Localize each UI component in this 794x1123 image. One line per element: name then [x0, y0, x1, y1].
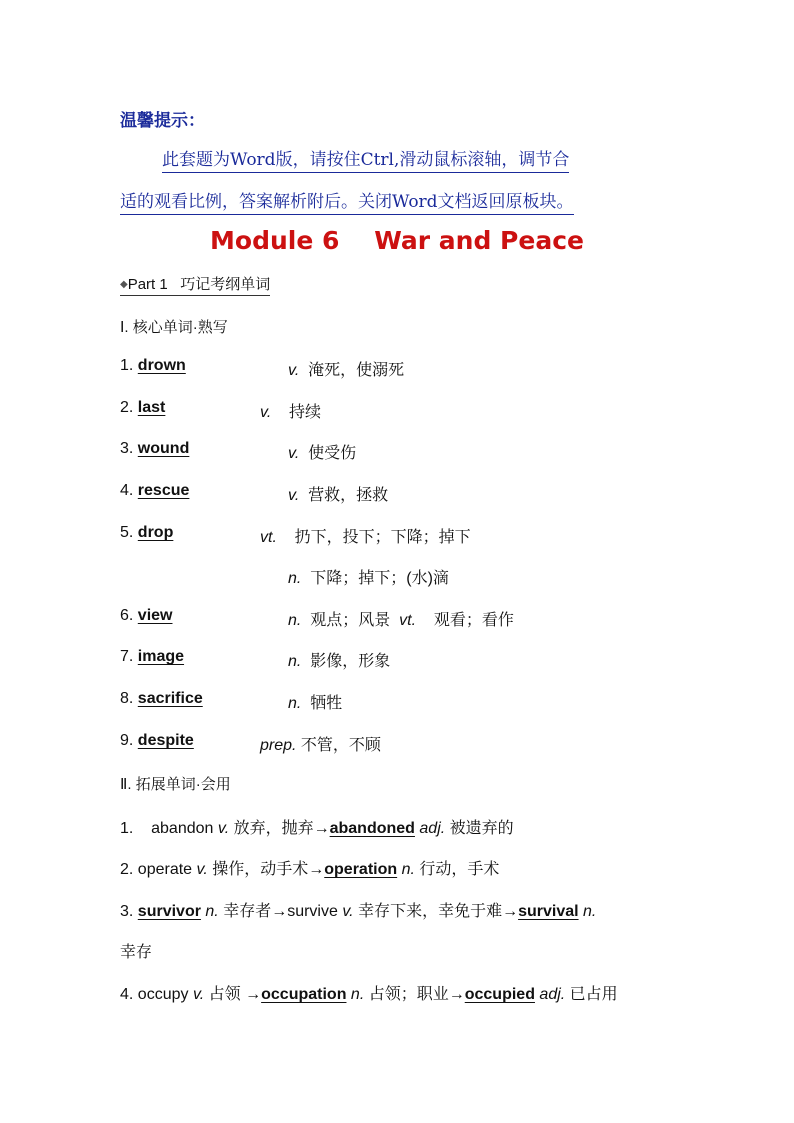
section-heading-core: Ⅰ. 核心单词·熟写: [120, 319, 228, 336]
word-answer: sacrifice: [137, 690, 203, 707]
ext-row: 3. survivor n. 幸存者→survive v. 幸存下来，幸免于难→survival n.: [120, 903, 597, 920]
part-title: 巧记考纲单词: [180, 276, 271, 293]
ext-answer: survivor: [137, 903, 201, 920]
ext-row: 4. occupy v. 占领 →occupation n. 占领；职业→occupied adj. 已占用: [120, 986, 618, 1003]
word-row: 6. view: [120, 607, 173, 624]
ext-row: 2. operate v. 操作，动手术→operation n. 行动，手术: [120, 861, 500, 878]
word-answer: last: [137, 399, 166, 416]
word-answer: image: [137, 648, 185, 665]
word-answer: rescue: [137, 482, 190, 499]
word-def: v. 使受伤: [288, 445, 357, 462]
word-row: 7. image: [120, 648, 185, 665]
word-row: 1. drown: [120, 357, 186, 374]
word-def: n. 影像，形象: [288, 653, 391, 670]
diamond-icon: ◆: [120, 279, 128, 290]
word-answer: wound: [137, 440, 190, 457]
section-heading-extend: Ⅱ. 拓展单词·会用: [120, 776, 231, 793]
tip-title: 温馨提示：: [120, 111, 205, 131]
word-def: v. 营救，拯救: [288, 487, 389, 504]
word-def-2: n. 下降；掉下；(水)滴: [288, 570, 449, 587]
ext-row-wrap: 幸存: [120, 944, 153, 961]
tip-line-1: 此套题为Word版，请按住Ctrl,滑动鼠标滚轴，调节合: [162, 148, 569, 173]
ext-answer: operation: [324, 861, 398, 878]
word-def: v. 淹死，使溺死: [288, 362, 405, 379]
ext-answer: survival: [518, 903, 579, 920]
word-answer: view: [137, 607, 173, 624]
ext-answer: occupation: [261, 986, 347, 1003]
word-answer: despite: [137, 732, 194, 749]
word-def: n. 牺牲: [288, 695, 343, 712]
word-row: 3. wound: [120, 440, 190, 457]
word-def: v. 持续: [260, 404, 322, 421]
word-def: prep. 不管，不顾: [260, 737, 381, 754]
word-row: 9. despite: [120, 732, 194, 749]
part-label: Part 1: [127, 276, 168, 293]
ext-row: 1. abandon v. 放弃，抛弃→abandoned adj. 被遗弃的: [120, 820, 514, 837]
module-title: Module 6 War and Peace: [210, 226, 584, 255]
tip-line-2: 适的观看比例，答案解析附后。关闭Word文档返回原板块。: [120, 190, 574, 215]
ext-answer: abandoned: [329, 820, 415, 837]
word-row: 2. last: [120, 399, 166, 416]
word-answer: drown: [137, 357, 186, 374]
word-row: 4. rescue: [120, 482, 190, 499]
part-heading: [120, 273, 270, 296]
word-def: vt. 扔下，投下；下降；掉下: [260, 529, 471, 546]
word-row: 5. drop: [120, 524, 174, 541]
ext-answer: occupied: [464, 986, 535, 1003]
word-row: 8. sacrifice: [120, 690, 203, 707]
word-answer: drop: [137, 524, 174, 541]
word-def: n. 观点；风景 vt. 观看；看作: [288, 612, 514, 629]
